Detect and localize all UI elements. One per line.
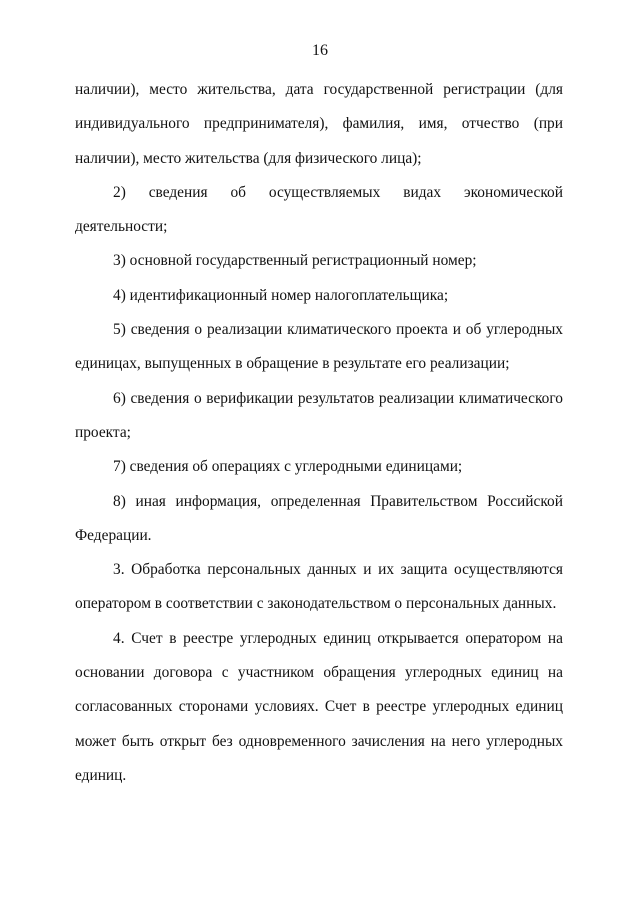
- section-3-paragraph: 3. Обработка персональных данных и их защита осуществляются оператором в соответствии с законодательством о персональных данных.: [75, 561, 563, 613]
- list-item-2: 2) сведения об осуществляемых видах экономической деятельности;: [75, 183, 563, 236]
- list-item-4: 4) идентификационный номер налогоплательщика;: [113, 286, 449, 304]
- section-4-paragraph: 4. Счет в реестре углеродных единиц открывается оператором на основании договора с участником обращения углеродных единиц на согласованных сторонами условиях. Счет в реестре углеродных единиц может быть открыт без одновременного зачисления на него углеродных единиц.: [75, 629, 563, 784]
- list-item-3: 3) основной государственный регистрационный номер;: [113, 252, 477, 270]
- list-item-7: 7) сведения об операциях с углеродными единицами;: [113, 458, 463, 476]
- paragraph-continuation: наличии), место жительства, дата государственной регистрации (для индивидуального предпринимателя), фамилия, имя, отчество (при наличии), место жительства (для физического лица);: [75, 81, 563, 167]
- list-item-8: 8) иная информация, определенная Правительством Российской Федерации.: [75, 492, 563, 544]
- list-item-5: 5) сведения о реализации климатического проекта и об углеродных единицах, выпущенных в обращение в результате его реализации;: [75, 321, 563, 373]
- page-number: 16: [312, 42, 328, 59]
- document-body: [75, 73, 563, 793]
- list-item-6: 6) сведения о верификации результатов реализации климатического проекта;: [75, 389, 563, 441]
